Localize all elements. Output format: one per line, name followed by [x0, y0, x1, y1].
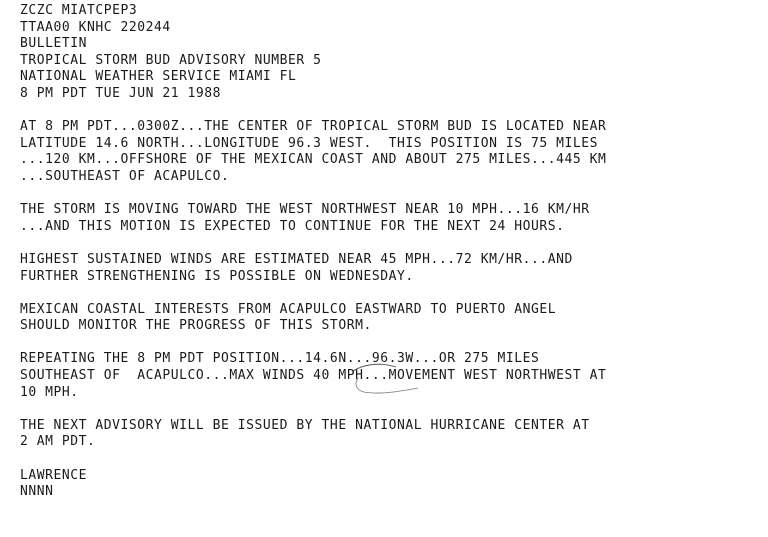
header-line: BULLETIN — [20, 36, 88, 52]
issue-time: 8 PM PDT TUE JUN 21 1988 — [20, 85, 222, 101]
advisory-document — [20, 3, 760, 501]
paragraph-movement — [20, 202, 760, 235]
text-line: HIGHEST SUSTAINED WINDS ARE ESTIMATED NEAR 45 MPH...72 KM/HR...AND — [20, 251, 573, 267]
text-line: 2 AM PDT. — [20, 434, 96, 450]
text-line: ...AND THIS MOTION IS EXPECTED TO CONTINUE FOR THE NEXT 24 HOURS. — [20, 218, 565, 234]
paragraph-position — [20, 119, 760, 185]
text-line: ...120 KM...OFFSHORE OF THE MEXICAN COAST AND ABOUT 275 MILES...445 KM — [20, 152, 607, 168]
text-line: SHOULD MONITOR THE PROGRESS OF THIS STORM. — [20, 318, 372, 334]
paragraph-repeat-position — [20, 351, 760, 401]
text-line: THE STORM IS MOVING TOWARD THE WEST NORTHWEST NEAR 10 MPH...16 KM/HR — [20, 202, 590, 218]
text-line: SOUTHEAST OF ACAPULCO...MAX WINDS 40 MPH...MOVEMENT WEST NORTHWEST AT — [20, 368, 607, 384]
paragraph-next-advisory — [20, 418, 760, 451]
paragraph-winds — [20, 252, 760, 285]
header-line: TTAA00 KNHC 220244 — [20, 19, 171, 35]
text-line: ...SOUTHEAST OF ACAPULCO. — [20, 168, 230, 184]
signature-block — [20, 468, 760, 501]
text-line: 10 MPH. — [20, 384, 79, 400]
issuing-office: NATIONAL WEATHER SERVICE MIAMI FL — [20, 69, 297, 85]
paragraph-coastal-interests — [20, 302, 760, 335]
text-line: FURTHER STRENGTHENING IS POSSIBLE ON WEDNESDAY. — [20, 268, 414, 284]
forecaster-signature: LAWRENCE — [20, 467, 88, 483]
text-line: THE NEXT ADVISORY WILL BE ISSUED BY THE NATIONAL HURRICANE CENTER AT — [20, 417, 590, 433]
bulletin-header — [20, 3, 760, 103]
text-line: REPEATING THE 8 PM PDT POSITION...14.6N...96.3W...OR 275 MILES — [20, 351, 540, 367]
text-line: AT 8 PM PDT...0300Z...THE CENTER OF TROPICAL STORM BUD IS LOCATED NEAR — [20, 119, 607, 135]
text-line: LATITUDE 14.6 NORTH...LONGITUDE 96.3 WEST. THIS POSITION IS 75 MILES — [20, 135, 598, 151]
header-line: ZCZC MIATCPEP3 — [20, 3, 138, 18]
advisory-title: TROPICAL STORM BUD ADVISORY NUMBER 5 — [20, 52, 322, 68]
text-line: MEXICAN COASTAL INTERESTS FROM ACAPULCO EASTWARD TO PUERTO ANGEL — [20, 301, 557, 317]
end-marker: NNNN — [20, 484, 54, 500]
